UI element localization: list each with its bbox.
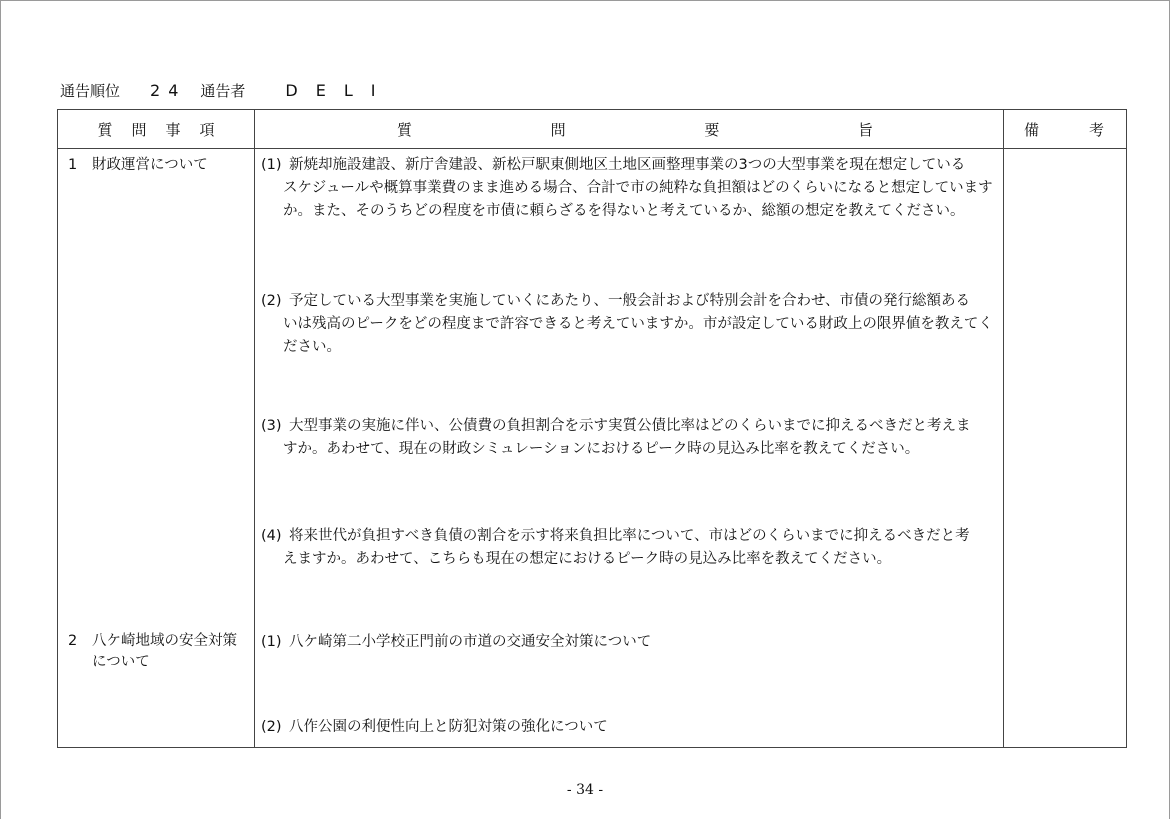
header-matters: 質 問 事 項 — [58, 110, 255, 149]
table-body-row — [58, 149, 1127, 748]
question-item: (2) 八作公園の利便性向上と防犯対策の強化について — [261, 719, 608, 735]
question-item: (3) 大型事業の実施に伴い、公債費の負担割合を示す実質公債比率はどのくらいまでに抑えるべきだと考えま すか。あわせて、現在の財政シミュレーションにおけるピーク時の見込み比率を教えてください。 — [261, 418, 971, 457]
list-item: 1 財政運営について — [68, 157, 208, 173]
header-remarks: 備 考 — [1004, 110, 1127, 149]
speaker-label: 通告者 — [200, 82, 246, 100]
order-number: 24 — [150, 81, 187, 100]
matters-cell — [58, 149, 255, 748]
header-gist: 質 問 要 旨 — [255, 110, 1004, 149]
list-item: 2 八ケ崎地域の安全対策 について — [68, 633, 237, 670]
order-label: 通告順位 — [60, 82, 121, 100]
question-item: (2) 予定している大型事業を実施していくにあたり、一般会計および特別会計を合わせ、市債の発行総額ある いは残高のピークをどの程度まで許容できると考えていますか。市が設定している財政上の限界値を教えてください。 — [261, 293, 993, 355]
page-number: - 34 - — [566, 782, 604, 798]
speaker-name: DELI — [285, 81, 394, 100]
table-header-row — [58, 110, 1127, 149]
gist-cell — [255, 149, 1004, 748]
remarks-cell — [1004, 149, 1127, 748]
question-item: (4) 将来世代が負担すべき負債の割合を示す将来負担比率について、市はどのくらいまでに抑えるべきだと考 えますか。あわせて、こちらも現在の想定におけるピーク時の見込み比率を教えてください。 — [261, 528, 970, 567]
question-item: (1) 新焼却施設建設、新庁舎建設、新松戸駅東側地区土地区画整理事業の3つの大型事業を現在想定している スケジュールや概算事業費のまま進める場合、合計で市の純粋な負担額はどのくらいになると想定していますか。また、そのうちどの程度を市債に頼らざるを得ないと考えているか、総額の想定を教えてください。 — [261, 157, 993, 219]
document-header — [60, 80, 393, 101]
question-table — [57, 109, 1127, 748]
question-item: (1) 八ケ崎第二小学校正門前の市道の交通安全対策について — [261, 634, 652, 650]
